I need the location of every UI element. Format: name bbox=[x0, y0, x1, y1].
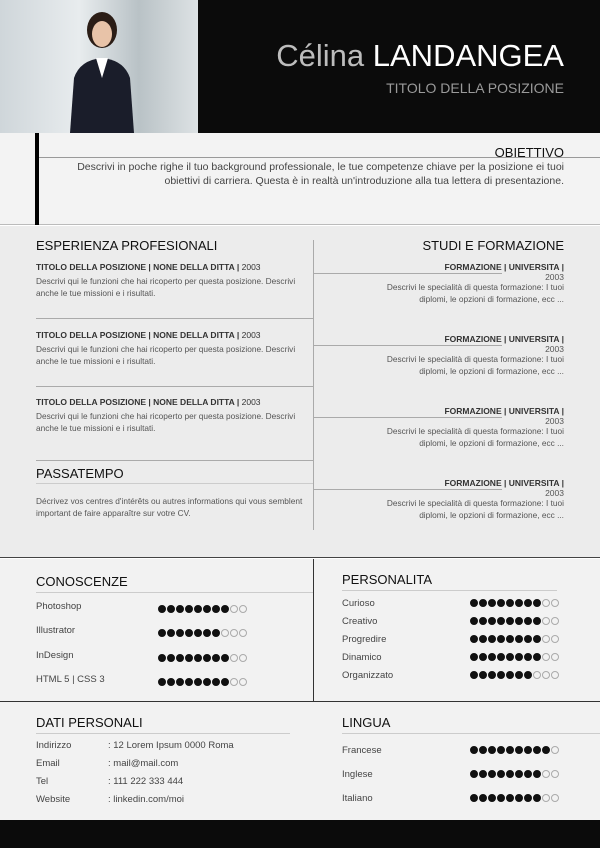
rating-dot-icon bbox=[488, 746, 496, 754]
education-text: Descrivi le specialità di questa formazione: I tuoi diplomi, le opzioni di formazione, ecc ... bbox=[386, 282, 564, 304]
rating-dot-icon bbox=[524, 635, 532, 643]
rating-dot-icon bbox=[533, 599, 541, 607]
rating-dot-icon bbox=[221, 654, 229, 662]
job-title: TITOLO DELLA POSIZIONE bbox=[386, 80, 564, 96]
skills-rating bbox=[158, 654, 247, 662]
candidate-name bbox=[276, 38, 564, 74]
rating-dot-icon bbox=[497, 635, 505, 643]
rating-dot-icon bbox=[488, 794, 496, 802]
languages-title: LINGUA bbox=[342, 715, 391, 730]
rating-dot-icon bbox=[212, 654, 220, 662]
languages-label: Inglese bbox=[342, 769, 373, 780]
experience-year: 2003 bbox=[241, 262, 261, 272]
rating-dot-icon bbox=[506, 794, 514, 802]
languages-label: Francese bbox=[342, 745, 382, 756]
rating-dot-icon bbox=[506, 770, 514, 778]
rating-dot-icon bbox=[506, 635, 514, 643]
rating-dot-icon bbox=[515, 794, 523, 802]
rating-dot-icon bbox=[230, 678, 238, 686]
rating-dot-icon bbox=[167, 678, 175, 686]
person-silhouette-icon bbox=[62, 8, 142, 133]
rating-dot-icon bbox=[524, 653, 532, 661]
rating-dot-icon bbox=[239, 654, 247, 662]
experience-title: ESPERIENZA PROFESIONALI bbox=[36, 238, 218, 253]
experience-year: 2003 bbox=[241, 397, 261, 407]
rating-dot-icon bbox=[221, 678, 229, 686]
rating-dot-icon bbox=[488, 671, 496, 679]
languages-rating bbox=[470, 746, 559, 754]
rating-dot-icon bbox=[497, 746, 505, 754]
rating-dot-icon bbox=[470, 599, 478, 607]
divider bbox=[314, 417, 502, 418]
rating-dot-icon bbox=[221, 629, 229, 637]
column-divider bbox=[313, 559, 314, 701]
rating-dot-icon bbox=[506, 617, 514, 625]
experience-item bbox=[36, 397, 312, 434]
rating-dot-icon bbox=[203, 654, 211, 662]
rating-dot-icon bbox=[194, 605, 202, 613]
education-item bbox=[314, 262, 564, 305]
divider bbox=[36, 733, 290, 734]
skills-label: HTML 5 | CSS 3 bbox=[36, 674, 105, 685]
hobbies-title: PASSATEMPO bbox=[36, 466, 124, 481]
rating-dot-icon bbox=[470, 794, 478, 802]
skills-title: CONOSCENZE bbox=[36, 574, 128, 589]
personality-label: Dinamico bbox=[342, 652, 382, 663]
rating-dot-icon bbox=[542, 617, 550, 625]
position-company: TITOLO DELLA POSIZIONE | NONE DELLA DITTA | bbox=[36, 262, 240, 272]
education-heading: FORMAZIONE | UNIVERSITA | bbox=[444, 262, 564, 272]
divider bbox=[36, 483, 313, 484]
rating-dot-icon bbox=[515, 770, 523, 778]
rating-dot-icon bbox=[158, 629, 166, 637]
experience-heading bbox=[36, 330, 312, 340]
rating-dot-icon bbox=[203, 605, 211, 613]
rating-dot-icon bbox=[470, 653, 478, 661]
rating-dot-icon bbox=[506, 671, 514, 679]
position-company: TITOLO DELLA POSIZIONE | NONE DELLA DITTA | bbox=[36, 330, 240, 340]
rating-dot-icon bbox=[230, 605, 238, 613]
rating-dot-icon bbox=[506, 653, 514, 661]
rating-dot-icon bbox=[533, 794, 541, 802]
rating-dot-icon bbox=[524, 671, 532, 679]
languages-label: Italiano bbox=[342, 793, 373, 804]
rating-dot-icon bbox=[488, 617, 496, 625]
personality-label: Organizzato bbox=[342, 670, 394, 681]
rating-dot-icon bbox=[167, 629, 175, 637]
personal-label: Indirizzo bbox=[36, 740, 72, 751]
education-year: 2003 bbox=[545, 344, 564, 354]
personality-label: Creativo bbox=[342, 616, 378, 627]
rating-dot-icon bbox=[524, 794, 532, 802]
rating-dot-icon bbox=[194, 629, 202, 637]
rating-dot-icon bbox=[533, 653, 541, 661]
rating-dot-icon bbox=[515, 635, 523, 643]
rating-dot-icon bbox=[203, 678, 211, 686]
rating-dot-icon bbox=[185, 629, 193, 637]
rating-dot-icon bbox=[194, 654, 202, 662]
languages-rating bbox=[470, 794, 559, 802]
personal-label: Email bbox=[36, 758, 60, 769]
rating-dot-icon bbox=[551, 599, 559, 607]
rating-dot-icon bbox=[176, 605, 184, 613]
education-item bbox=[314, 406, 564, 449]
skills-label: Photoshop bbox=[36, 601, 82, 612]
rating-dot-icon bbox=[533, 617, 541, 625]
rating-dot-icon bbox=[185, 654, 193, 662]
rating-dot-icon bbox=[479, 599, 487, 607]
rating-dot-icon bbox=[212, 678, 220, 686]
rating-dot-icon bbox=[470, 635, 478, 643]
education-text: Descrivi le specialità di questa formazione: I tuoi diplomi, le opzioni di formazione, ecc ... bbox=[386, 426, 564, 448]
rating-dot-icon bbox=[497, 599, 505, 607]
rating-dot-icon bbox=[479, 794, 487, 802]
skills-rating bbox=[158, 605, 247, 613]
rating-dot-icon bbox=[176, 654, 184, 662]
rating-dot-icon bbox=[542, 653, 550, 661]
divider bbox=[314, 345, 502, 346]
skills-section bbox=[0, 559, 600, 820]
rating-dot-icon bbox=[230, 654, 238, 662]
rating-dot-icon bbox=[176, 629, 184, 637]
education-year: 2003 bbox=[545, 272, 564, 282]
rating-dot-icon bbox=[551, 746, 559, 754]
rating-dot-icon bbox=[230, 629, 238, 637]
rating-dot-icon bbox=[551, 653, 559, 661]
first-name: Célina bbox=[276, 38, 365, 73]
rating-dot-icon bbox=[497, 617, 505, 625]
divider bbox=[314, 273, 502, 274]
experience-text: Descrivi qui le funzioni che hai ricoperto per questa posizione. Descrivi anche le tue missioni e i risultati. bbox=[36, 344, 296, 366]
rating-dot-icon bbox=[176, 678, 184, 686]
education-heading: FORMAZIONE | UNIVERSITA | bbox=[444, 334, 564, 344]
divider bbox=[36, 318, 313, 319]
rating-dot-icon bbox=[524, 599, 532, 607]
education-item bbox=[314, 478, 564, 521]
personal-value: : mail@mail.com bbox=[108, 758, 179, 769]
divider bbox=[314, 489, 502, 490]
divider bbox=[36, 460, 313, 461]
rating-dot-icon bbox=[551, 635, 559, 643]
personal-value: : linkedin.com/moi bbox=[108, 794, 185, 805]
rating-dot-icon bbox=[479, 635, 487, 643]
experience-text: Descrivi qui le funzioni che hai ricoperto per questa posizione. Descrivi anche le tue missioni e i risultati. bbox=[36, 276, 296, 298]
row-divider bbox=[0, 701, 600, 702]
rating-dot-icon bbox=[167, 605, 175, 613]
rating-dot-icon bbox=[479, 770, 487, 778]
rating-dot-icon bbox=[506, 746, 514, 754]
hobbies-text: Décrivez vos centres d'intérêts ou autres informations qui vous semblent important de faire apparaître sur votre CV. bbox=[36, 496, 303, 518]
personality-rating bbox=[470, 671, 559, 679]
rating-dot-icon bbox=[551, 617, 559, 625]
skills-rating bbox=[158, 678, 247, 686]
rating-dot-icon bbox=[497, 794, 505, 802]
rating-dot-icon bbox=[239, 605, 247, 613]
rating-dot-icon bbox=[497, 653, 505, 661]
rating-dot-icon bbox=[203, 629, 211, 637]
rating-dot-icon bbox=[515, 599, 523, 607]
experience-heading bbox=[36, 262, 312, 272]
education-text: Descrivi le specialità di questa formazione: I tuoi diplomi, le opzioni di formazione, ecc ... bbox=[386, 354, 564, 376]
languages-rating bbox=[470, 770, 559, 778]
personality-rating bbox=[470, 635, 559, 643]
rating-dot-icon bbox=[542, 671, 550, 679]
rating-dot-icon bbox=[479, 617, 487, 625]
rating-dot-icon bbox=[551, 671, 559, 679]
rating-dot-icon bbox=[515, 746, 523, 754]
rating-dot-icon bbox=[221, 605, 229, 613]
education-text: Descrivi le specialità di questa formazione: I tuoi diplomi, le opzioni di formazione, ecc ... bbox=[386, 498, 564, 520]
personality-rating bbox=[470, 653, 559, 661]
rating-dot-icon bbox=[488, 770, 496, 778]
rating-dot-icon bbox=[497, 770, 505, 778]
rating-dot-icon bbox=[185, 605, 193, 613]
rating-dot-icon bbox=[470, 671, 478, 679]
personal-title: DATI PERSONALI bbox=[36, 715, 143, 730]
rating-dot-icon bbox=[488, 653, 496, 661]
rating-dot-icon bbox=[185, 678, 193, 686]
experience-text: Descrivi qui le funzioni che hai ricoperto per questa posizione. Descrivi anche le tue missioni e i risultati. bbox=[36, 411, 296, 433]
divider bbox=[36, 592, 313, 593]
objective-title: OBIETTIVO bbox=[494, 145, 564, 160]
rating-dot-icon bbox=[212, 605, 220, 613]
experience-item bbox=[36, 330, 312, 367]
rating-dot-icon bbox=[524, 770, 532, 778]
experience-year: 2003 bbox=[241, 330, 261, 340]
personality-rating bbox=[470, 599, 559, 607]
rating-dot-icon bbox=[479, 746, 487, 754]
rating-dot-icon bbox=[239, 629, 247, 637]
rating-dot-icon bbox=[551, 794, 559, 802]
rating-dot-icon bbox=[533, 671, 541, 679]
accent-bar bbox=[35, 133, 39, 225]
education-heading: FORMAZIONE | UNIVERSITA | bbox=[444, 406, 564, 416]
rating-dot-icon bbox=[158, 654, 166, 662]
personal-value: : 12 Lorem Ipsum 0000 Roma bbox=[108, 740, 234, 751]
rating-dot-icon bbox=[515, 653, 523, 661]
experience-item bbox=[36, 262, 312, 299]
rating-dot-icon bbox=[479, 671, 487, 679]
rating-dot-icon bbox=[479, 653, 487, 661]
divider bbox=[342, 590, 557, 591]
personal-label: Website bbox=[36, 794, 71, 805]
rating-dot-icon bbox=[533, 770, 541, 778]
rating-dot-icon bbox=[470, 617, 478, 625]
personality-label: Progredire bbox=[342, 634, 387, 645]
rating-dot-icon bbox=[542, 635, 550, 643]
rating-dot-icon bbox=[239, 678, 247, 686]
skills-rating bbox=[158, 629, 247, 637]
rating-dot-icon bbox=[542, 599, 550, 607]
rating-dot-icon bbox=[470, 746, 478, 754]
footer bbox=[0, 820, 600, 848]
rating-dot-icon bbox=[194, 678, 202, 686]
rating-dot-icon bbox=[533, 635, 541, 643]
personality-label: Curioso bbox=[342, 598, 375, 609]
rating-dot-icon bbox=[524, 617, 532, 625]
rating-dot-icon bbox=[515, 617, 523, 625]
education-heading: FORMAZIONE | UNIVERSITA | bbox=[444, 478, 564, 488]
divider bbox=[342, 733, 600, 734]
divider bbox=[36, 386, 313, 387]
rating-dot-icon bbox=[542, 794, 550, 802]
education-item bbox=[314, 334, 564, 377]
rating-dot-icon bbox=[497, 671, 505, 679]
rating-dot-icon bbox=[167, 654, 175, 662]
education-title: STUDI E FORMAZIONE bbox=[422, 238, 564, 253]
experience-education-section bbox=[0, 226, 600, 558]
rating-dot-icon bbox=[551, 770, 559, 778]
objective-section bbox=[0, 133, 600, 225]
rating-dot-icon bbox=[488, 599, 496, 607]
personality-title: PERSONALITA bbox=[342, 572, 433, 587]
last-name: LANDANGEA bbox=[372, 38, 564, 73]
position-company: TITOLO DELLA POSIZIONE | NONE DELLA DITTA | bbox=[36, 397, 240, 407]
rating-dot-icon bbox=[506, 599, 514, 607]
personal-label: Tel bbox=[36, 776, 49, 787]
skills-label: InDesign bbox=[36, 650, 74, 661]
rating-dot-icon bbox=[524, 746, 532, 754]
skills-label: Illustrator bbox=[36, 625, 76, 636]
header bbox=[0, 0, 600, 133]
rating-dot-icon bbox=[158, 605, 166, 613]
objective-text: Descrivi in poche righe il tuo background professionale, le tue competenze chiave per la posizione ei tuoi obiettivi di carriera. Questa è in realtà un'introduzione alla tua lettera di presentazione. bbox=[77, 161, 564, 187]
rating-dot-icon bbox=[533, 746, 541, 754]
rating-dot-icon bbox=[470, 770, 478, 778]
education-year: 2003 bbox=[545, 416, 564, 426]
rating-dot-icon bbox=[542, 746, 550, 754]
experience-heading bbox=[36, 397, 312, 407]
education-year: 2003 bbox=[545, 488, 564, 498]
rating-dot-icon bbox=[212, 629, 220, 637]
rating-dot-icon bbox=[488, 635, 496, 643]
rating-dot-icon bbox=[515, 671, 523, 679]
profile-photo bbox=[0, 0, 198, 133]
personal-value: : 111 222 333 444 bbox=[108, 776, 184, 787]
rating-dot-icon bbox=[542, 770, 550, 778]
rating-dot-icon bbox=[158, 678, 166, 686]
personality-rating bbox=[470, 617, 559, 625]
